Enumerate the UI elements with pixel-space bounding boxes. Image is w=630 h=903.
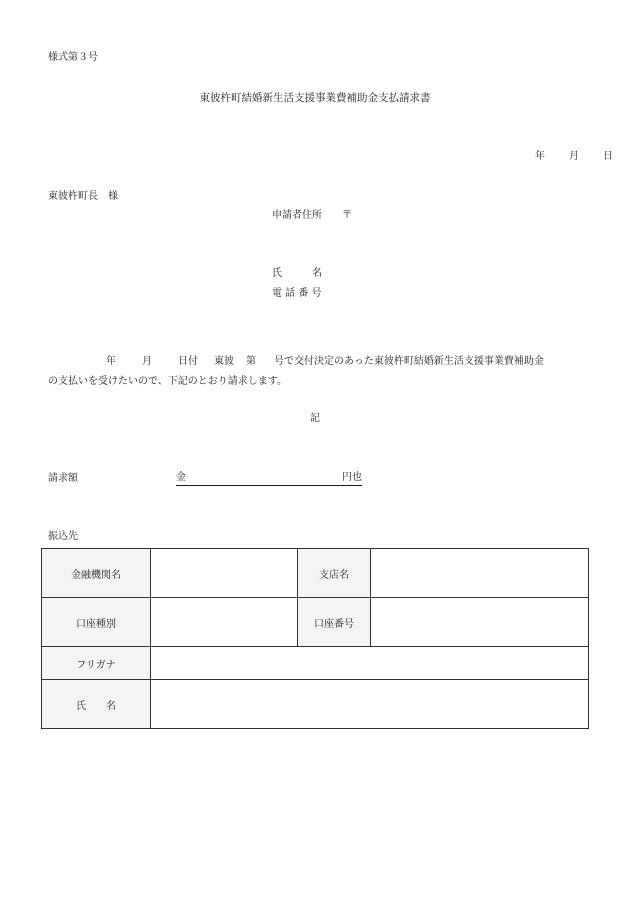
date-month-label: 月 <box>569 151 579 162</box>
bank-name-label: 金融機関名 <box>42 549 151 598</box>
table-row <box>42 549 589 598</box>
grant-year-label: 年 <box>106 356 116 367</box>
postal-mark: 〒 <box>342 210 352 221</box>
applicant-phone-row <box>272 289 352 299</box>
amount-label: 請求額 <box>48 473 78 484</box>
transfer-label: 振込先 <box>48 531 78 542</box>
document-dai: 第 <box>246 356 256 367</box>
amount-suffix: 円也 <box>342 472 362 483</box>
table-row <box>42 647 589 680</box>
form-title: 東彼杵町結婚新生活支援事業費補助金支払請求書 <box>199 92 431 104</box>
table-row <box>42 680 589 729</box>
holder-name-label: 氏 名 <box>42 680 151 729</box>
applicant-name-label: 氏 名 <box>272 268 322 279</box>
grant-month-label: 月 <box>142 356 152 367</box>
account-type-label: 口座種別 <box>42 598 151 647</box>
request-line-2: の支払いを受けたいので、下記のとおり請求します。 <box>48 376 287 387</box>
bank-name-cell[interactable] <box>151 549 298 598</box>
furigana-cell[interactable] <box>151 647 589 680</box>
ki-heading: 記 <box>310 413 320 424</box>
account-number-cell[interactable] <box>371 598 589 647</box>
applicant-block <box>272 211 352 299</box>
date-line <box>535 152 613 162</box>
amount-field[interactable] <box>176 473 362 486</box>
date-day-label: 日 <box>603 151 613 162</box>
holder-name-cell[interactable] <box>151 680 589 729</box>
branch-cell[interactable] <box>371 549 589 598</box>
request-line-1-rest: 号で交付決定のあった東彼杵町結婚新生活支援事業費補助金 <box>274 356 544 367</box>
document-prefix: 東彼 <box>214 356 234 367</box>
applicant-name-row <box>272 269 352 289</box>
request-paragraph <box>48 352 618 392</box>
bank-account-table <box>41 548 589 729</box>
applicant-address-row <box>272 211 352 269</box>
account-type-cell[interactable] <box>151 598 298 647</box>
grant-day-label: 日付 <box>178 356 198 367</box>
request-line-1 <box>48 352 618 372</box>
table-row <box>42 598 589 647</box>
applicant-phone-label: 電 話 番 号 <box>272 288 322 299</box>
form-number: 様式第３号 <box>48 52 98 63</box>
amount-prefix: 金 <box>176 472 186 483</box>
applicant-address-label: 申請者住所 <box>272 210 322 221</box>
branch-label: 支店名 <box>298 549 371 598</box>
date-year-label: 年 <box>535 151 545 162</box>
account-number-label: 口座番号 <box>298 598 371 647</box>
addressee: 東彼杵町長 様 <box>48 191 118 202</box>
furigana-label: フリガナ <box>42 647 151 680</box>
